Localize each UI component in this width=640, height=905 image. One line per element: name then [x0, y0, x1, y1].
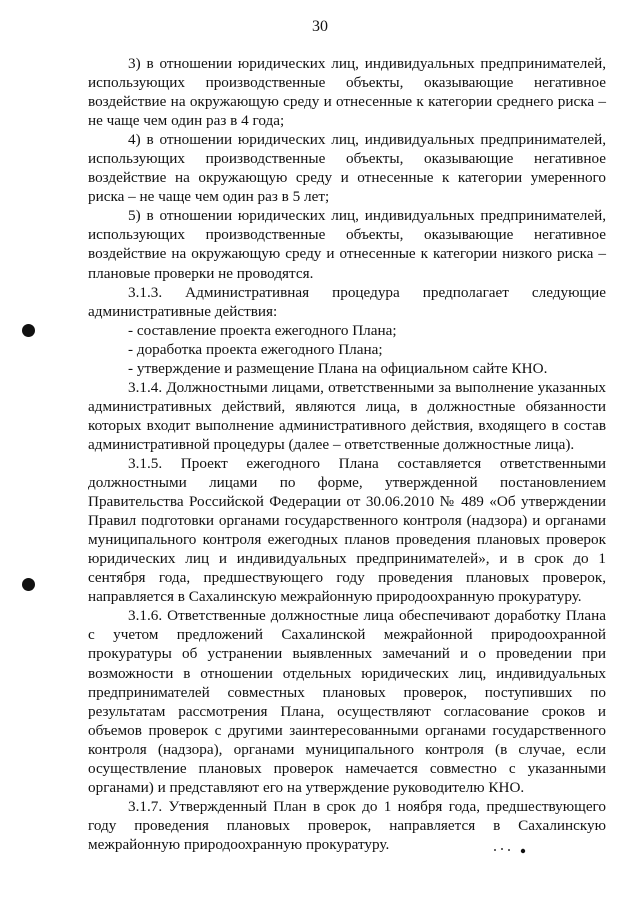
document-body: [88, 54, 606, 854]
paragraph: 5) в отношении юридических лиц, индивидуальных предпринимателей, использующих производственные объекты, оказывающие негативное воздействие на окружающую среду и отнесенные к категории низкого риска – плановые проверки не проводятся.: [88, 207, 606, 282]
list-item: - доработка проекта ежегодного Плана;: [128, 340, 383, 358]
paragraph: 4) в отношении юридических лиц, индивидуальных предпринимателей, использующих производственные объекты, оказывающие негативное воздействие на окружающую среду и отнесенные к категории умеренного риска – не чаще чем один раз в 5 лет;: [88, 131, 606, 206]
list-item: - составление проекта ежегодного Плана;: [128, 321, 397, 339]
paragraph: 3.1.4. Должностными лицами, ответственными за выполнение указанных административных действий, являются лица, в должностные обязанности которых входит выполнение административного действия, входящего в состав административной процедуры (далее – ответственные должностные лица).: [88, 378, 606, 453]
paragraph: 3.1.3. Административная процедура предполагает следующие административные действия:: [88, 283, 606, 320]
punch-hole-mark: [22, 324, 35, 337]
paragraph: 3.1.5. Проект ежегодного Плана составляется ответственными должностными лицами по форме, утвержденной постановлением Правительства Российской Федерации от 30.06.2010 № 489 «Об утверждении Правил подготовки органами государственного контроля (надзора) и органами муниципального контроля ежегодных планов проведения плановых проверок юридических лиц и индивидуальных предпринимателей», и в срок до 1 сентября года, предшествующего году проведения плановых проверок, направляется в Сахалинскую межрайонную природоохранную прокуратуру.: [88, 454, 606, 606]
scan-dots-icon: [492, 844, 528, 854]
scan-artifact-mark: [492, 843, 528, 858]
paragraph: 3.1.6. Ответственные должностные лица обеспечивают доработку Плана с учетом предложений Сахалинской межрайонной природоохранной прокуратуры об устранении выявленных замечаний и о проведении при возможности в отношении отдельных юридических лиц, индивидуальных предпринимателей совместных плановых проверок, поступивших по результатам рассмотрения Плана, осуществляют согласование сроков и объемов проверок с другими заинтересованными органами государственного контроля (надзора), органами муниципального контроля (в случае, если осуществление плановых проверок намечается совместно с указанными органами) и представляют его на утверждение руководителю КНО.: [88, 607, 606, 796]
paragraph: 3) в отношении юридических лиц, индивидуальных предпринимателей, использующих производственные объекты, оказывающие негативное воздействие на окружающую среду и отнесенные к категории среднего риска – не чаще чем один раз в 4 года;: [88, 55, 606, 130]
paragraph: 3.1.7. Утвержденный План в срок до 1 ноября года, предшествующего году проведения плановых проверок, направляется в Сахалинскую межрайонную природоохранную прокуратуру.: [88, 797, 606, 853]
page-number: 30: [312, 18, 328, 35]
list-item: - утверждение и размещение Плана на официальном сайте КНО.: [128, 359, 548, 377]
punch-hole-mark: [22, 578, 35, 591]
